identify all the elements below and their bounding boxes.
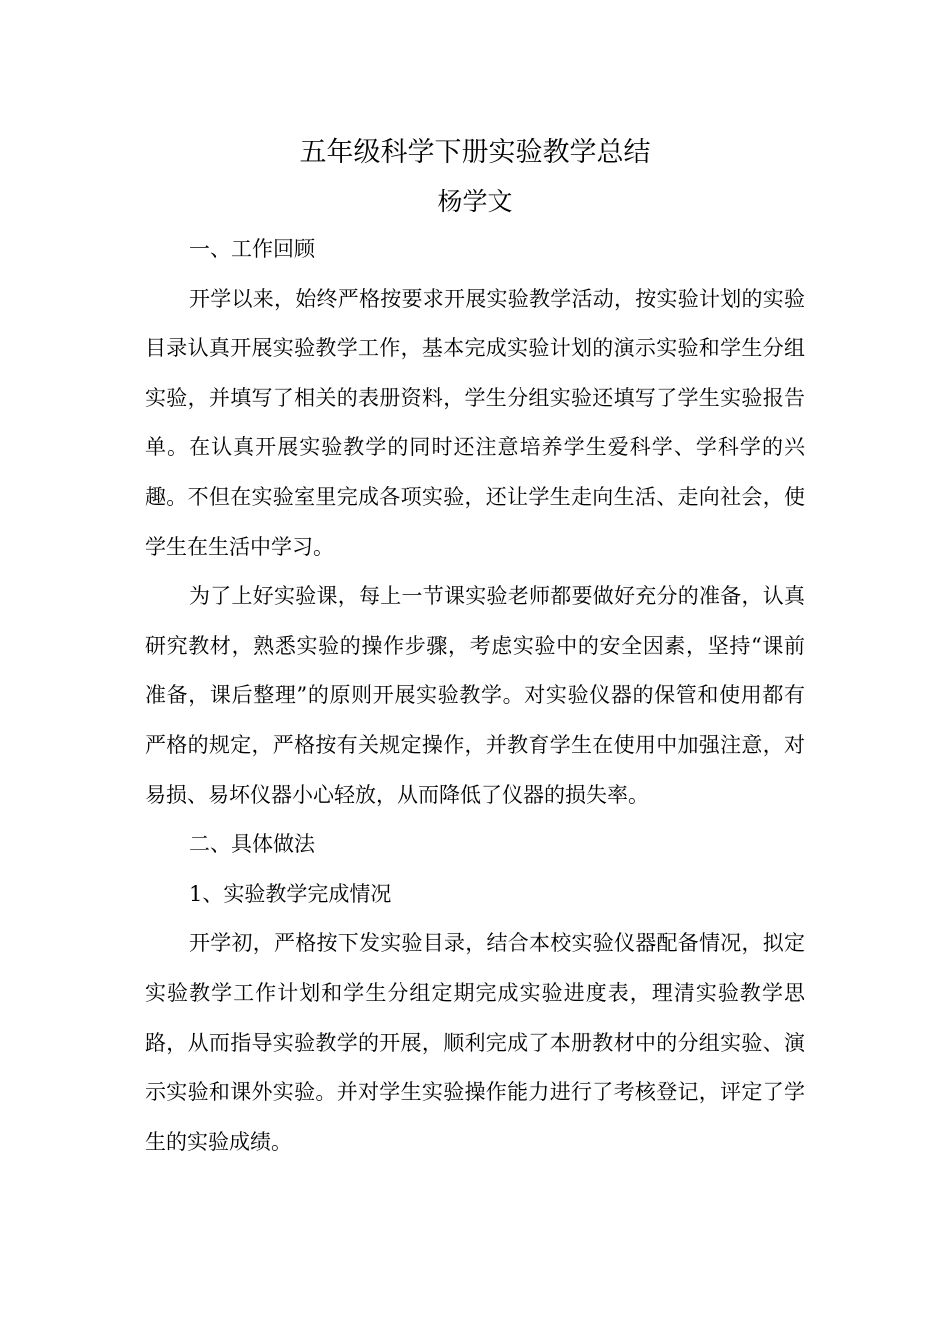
section-heading-review: 一、工作回顾 — [189, 237, 315, 261]
document-title: 五年级科学下册实验教学总结 — [299, 137, 651, 168]
document-author: 杨学文 — [437, 187, 513, 216]
paragraph-review-2: 为了上好实验课，每上一节课实验老师都要做好充分的准备，认真研究教材，熟悉实验的操作步骤，考虑实验中的安全因素，坚持“课前准备，课后整理”的原则开展实验教学。对实验仪器的保管和使用都有严格的规定，严格按有关规定操作，并教育学生在使用中加强注意，对易损、易坏仪器小心轻放，从而降低了仪器的损失率。 — [145, 584, 805, 807]
paragraph-completion: 开学初，严格按下发实验目录，结合本校实验仪器配备情况，拟定实验教学工作计划和学生分组定期完成实验进度表，理清实验教学思路，从而指导实验教学的开展，顺利完成了本册教材中的分组实验、演示实验和课外实验。并对学生实验操作能力进行了考核登记，评定了学生的实验成绩。 — [145, 931, 805, 1154]
document-body — [145, 225, 805, 1167]
paragraph-review-1: 开学以来，始终严格按要求开展实验教学活动，按实验计划的实验目录认真开展实验教学工作，基本完成实验计划的演示实验和学生分组实验，并填写了相关的表册资料，学生分组实验还填写了学生实验报告单。在认真开展实验教学的同时还注意培养学生爱科学、学科学的兴趣。不但在实验室里完成各项实验，还让学生走向生活、走向社会，使学生在生活中学习。 — [145, 286, 805, 559]
subsection-heading-completion: 1、实验教学完成情况 — [189, 881, 392, 906]
section-heading-methods: 二、具体做法 — [189, 832, 315, 857]
